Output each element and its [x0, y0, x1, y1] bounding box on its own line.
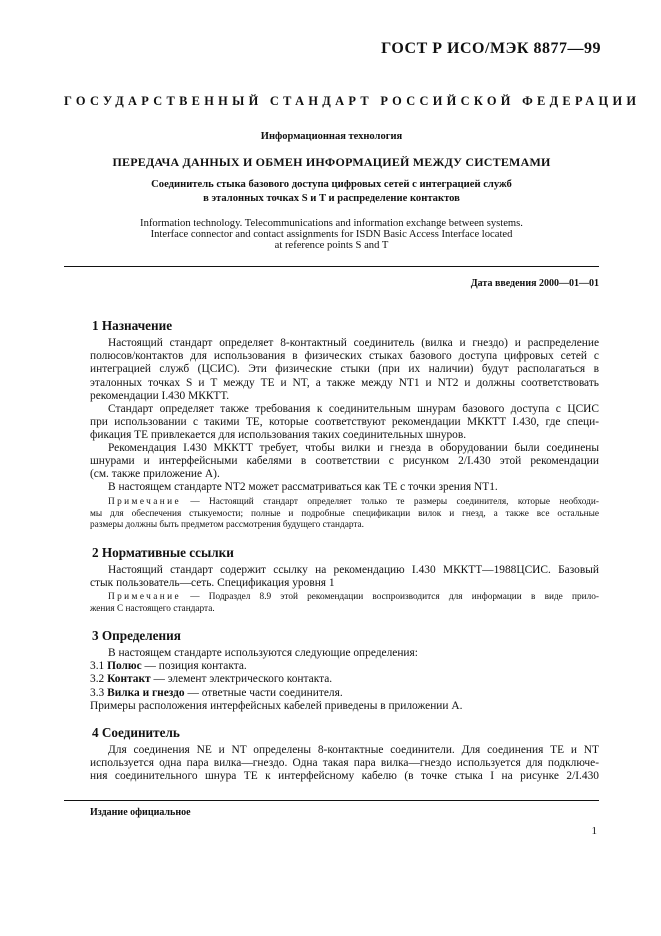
standard-number: ГОСТ Р ИСО/МЭК 8877—99	[381, 40, 601, 57]
section-4-heading: 4 Соединитель	[92, 725, 180, 740]
text-line: В настоящем стандарте NT2 может рассматриваться как TE с точки зрения NT1.	[108, 481, 498, 493]
text-line: Рекомендация I.430 МККТТ требует, чтобы вилки и гнезда в оборудовании были соединены	[108, 442, 599, 454]
section-1-paragraph-3	[90, 442, 599, 482]
definitions-intro: В настоящем стандарте используются следующие определения:	[108, 647, 418, 659]
subtitle-line-2: в эталонных точках S и T и распределение контактов	[203, 193, 460, 204]
official-edition-label: Издание официальное	[90, 807, 191, 818]
text-line: Настоящий стандарт определяет 8-контактный соединитель (вилка и гнездо) и распределение	[108, 337, 599, 349]
top-divider	[64, 266, 599, 267]
date-of-introduction: Дата введения 2000—01—01	[470, 278, 599, 289]
english-title-line-2: Interface connector and contact assignments for ISDN Basic Access Interface located	[150, 229, 513, 240]
text-line: рекомендации I.430 МККТТ.	[90, 389, 230, 402]
section-1-paragraph-4	[90, 481, 599, 494]
text-line: фикация TE привлекается для использования таких соединительных шнуров.	[90, 429, 467, 442]
subtitle-line-1: Соединитель стыка базового доступа цифровых сетей с интеграцией служб	[151, 179, 512, 190]
english-title	[64, 218, 599, 251]
main-title: ПЕРЕДАЧА ДАННЫХ И ОБМЕН ИНФОРМАЦИЕЙ МЕЖДУ СИСТЕМАМИ	[112, 155, 551, 169]
text-line: при использовании с такими TE, которые соответствуют рекомендации МККТТ I.430, где специ-	[90, 416, 599, 429]
section-3-heading: 3 Определения	[92, 628, 181, 643]
section-1-paragraph-1	[90, 337, 599, 403]
definition-2: 3.2 Контакт — элемент электрического контакта.	[90, 673, 333, 686]
definition-term: Контакт	[107, 673, 151, 686]
text-line: шнурами и интерфейсными кабелями в соответствии с рисунком 2/I.430 этой рекомендации	[90, 455, 599, 468]
note-line: мы для обеспечения стыкуемости; полные и подробные спецификации вилок и гнезд, а также все остальные	[90, 508, 599, 519]
page-number: 1	[591, 825, 597, 837]
text-line: (см. также приложение А).	[90, 468, 220, 481]
text-line: используется одна пара вилка—гнездо. Одна такая пара вилка—гнездо используется для подключе-	[90, 757, 599, 770]
field-title: Информационная технология	[260, 131, 403, 142]
section-1-note	[90, 497, 599, 532]
note-line: Примечание — Подраздел 8.9 этой рекомендации воспроизводится для информации в виде прило-	[108, 592, 599, 602]
english-title-line-3: at reference points S and T	[274, 240, 389, 251]
note-line: Примечание — Настоящий стандарт определяет только те размеры соединителя, которые необходи-	[108, 497, 599, 507]
text-line: Для соединения NE и NT определены 8-контактные соединители. Для соединения TE и NT	[108, 744, 599, 756]
text-line: интеграцией служб (ЦСИС). Эти физические стыки (при их наличии) будут располагаться в	[90, 363, 599, 376]
definition-1: 3.1 Полюс — позиция контакта.	[90, 660, 247, 673]
section-1-paragraph-2	[90, 403, 599, 443]
text-line: Настоящий стандарт содержит ссылку на рекомендацию I.430 МККТТ—1988ЦСИС. Базовый	[108, 564, 599, 576]
note-line: жения С настоящего стандарта.	[90, 603, 215, 614]
bottom-divider	[64, 800, 599, 801]
definition-term: Полюс	[107, 660, 142, 673]
definitions-examples: Примеры расположения интерфейсных кабелей приведены в приложении А.	[90, 699, 463, 712]
definition-3: 3.3 Вилка и гнездо — ответные части соединителя.	[90, 686, 343, 699]
text-line: ния соединительного шнура TE к интерфейсному кабелю (в точке стыка I на рисунке 2/I.430	[90, 770, 599, 783]
text-line: Стандарт определяет также требования к соединительным шнурам базового доступа с ЦСИС	[108, 403, 599, 415]
note-label: Примечание	[108, 592, 181, 602]
section-4-paragraph-1	[90, 744, 599, 784]
note-line: размеры должны быть предметом рассмотрения будущего стандарта.	[90, 520, 365, 530]
section-2-note	[90, 592, 599, 615]
text-line: стык пользователь—сеть. Спецификация уровня 1	[90, 577, 335, 590]
text-line: полюсов/контактов для использования в физических стыках базового доступа цифровых сетей с	[90, 350, 599, 363]
section-2-heading: 2 Нормативные ссылки	[92, 545, 234, 560]
english-title-line-1: Information technology. Telecommunications and information exchange between systems.	[140, 218, 523, 229]
subtitle	[64, 178, 599, 206]
section-1-heading: 1 Назначение	[92, 318, 173, 333]
state-standard-heading: ГОСУДАРСТВЕННЫЙ СТАНДАРТ РОССИЙСКОЙ ФЕДЕРАЦИИ	[64, 94, 641, 108]
definition-term: Вилка и гнездо	[107, 686, 185, 699]
section-2-paragraph-1	[90, 564, 599, 590]
text-line: эталонных точках S и T между TE и NT, а также между NT1 и NT2 и должны соответствовать	[90, 376, 599, 389]
note-label: Примечание	[108, 497, 181, 507]
section-3-definitions	[90, 647, 599, 713]
